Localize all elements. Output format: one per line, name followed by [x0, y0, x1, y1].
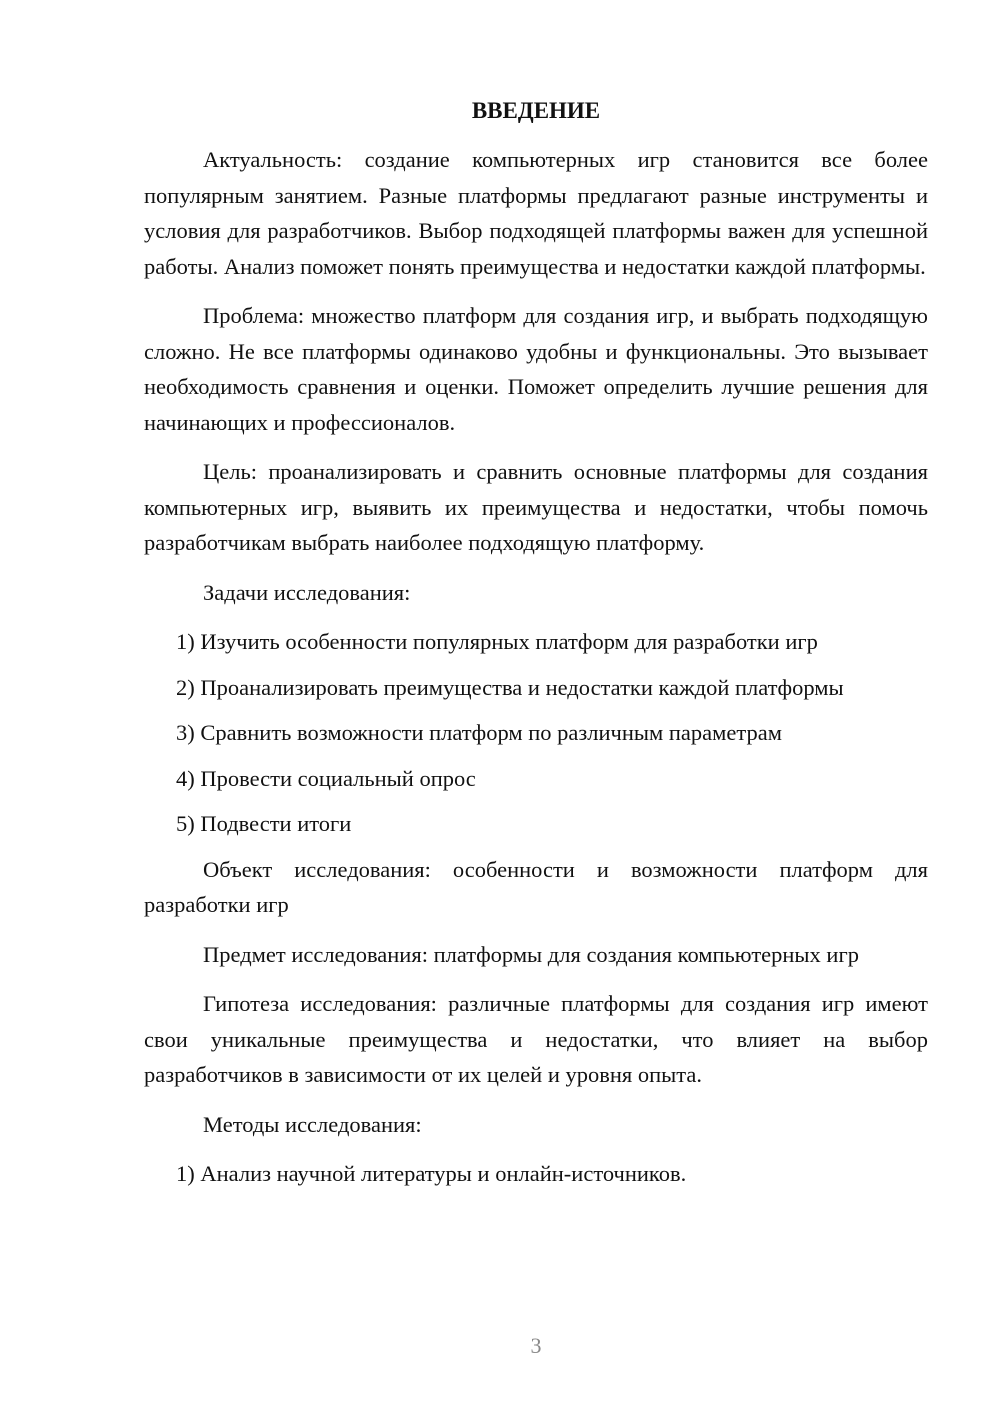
list-item-task-5: 5) Подвести итоги [176, 811, 352, 836]
page-number: 3 [530, 1333, 542, 1358]
paragraph-hypothesis: Гипотеза исследования: различные платформы для создания игр имеют свои уникальные преимущества и недостатки, что влияет на выбор разработчиков в зависимости от их целей и уровня опыта. [144, 991, 928, 1087]
list-item-task-1: 1) Изучить особенности популярных платформ для разработки игр [176, 629, 818, 654]
page-title: ВВЕДЕНИЕ [471, 98, 601, 123]
paragraph-goal: Цель: проанализировать и сравнить основные платформы для создания компьютерных игр, выявить их преимущества и недостатки, чтобы помочь разработчикам выбрать наиболее подходящую платформу. [144, 459, 928, 555]
paragraph-relevance: Актуальность: создание компьютерных игр становится все более популярным занятием. Разные платформы предлагают разные инструменты и условия для разработчиков. Выбор подходящей платформы важен для успешной работы. Анализ поможет понять преимущества и недостатки каждой платформы. [144, 147, 928, 279]
list-item-task-4: 4) Провести социальный опрос [176, 765, 476, 791]
paragraph-subject: Предмет исследования: платформы для создания компьютерных игр [203, 941, 859, 967]
list-item-method-1: 1) Анализ научной литературы и онлайн-источников. [176, 1161, 687, 1186]
paragraph-object: Объект исследования: особенности и возможности платформ для разработки игр [144, 856, 928, 917]
document-body [144, 142, 928, 1202]
list-item-task-3: 3) Сравнить возможности платформ по различным параметрам [176, 720, 782, 745]
paragraph-methods-heading: Методы исследования: [203, 1111, 422, 1137]
list-item-task-2: 2) Проанализировать преимущества и недостатки каждой платформы [176, 674, 844, 700]
paragraph-problem: Проблема: множество платформ для создания игр, и выбрать подходящую сложно. Не все платформы одинаково удобны и функциональны. Это вызывает необходимость сравнения и оценки. Поможет определить лучшие решения для начинающих и профессионалов. [144, 303, 928, 435]
paragraph-tasks-heading: Задачи исследования: [203, 579, 411, 605]
